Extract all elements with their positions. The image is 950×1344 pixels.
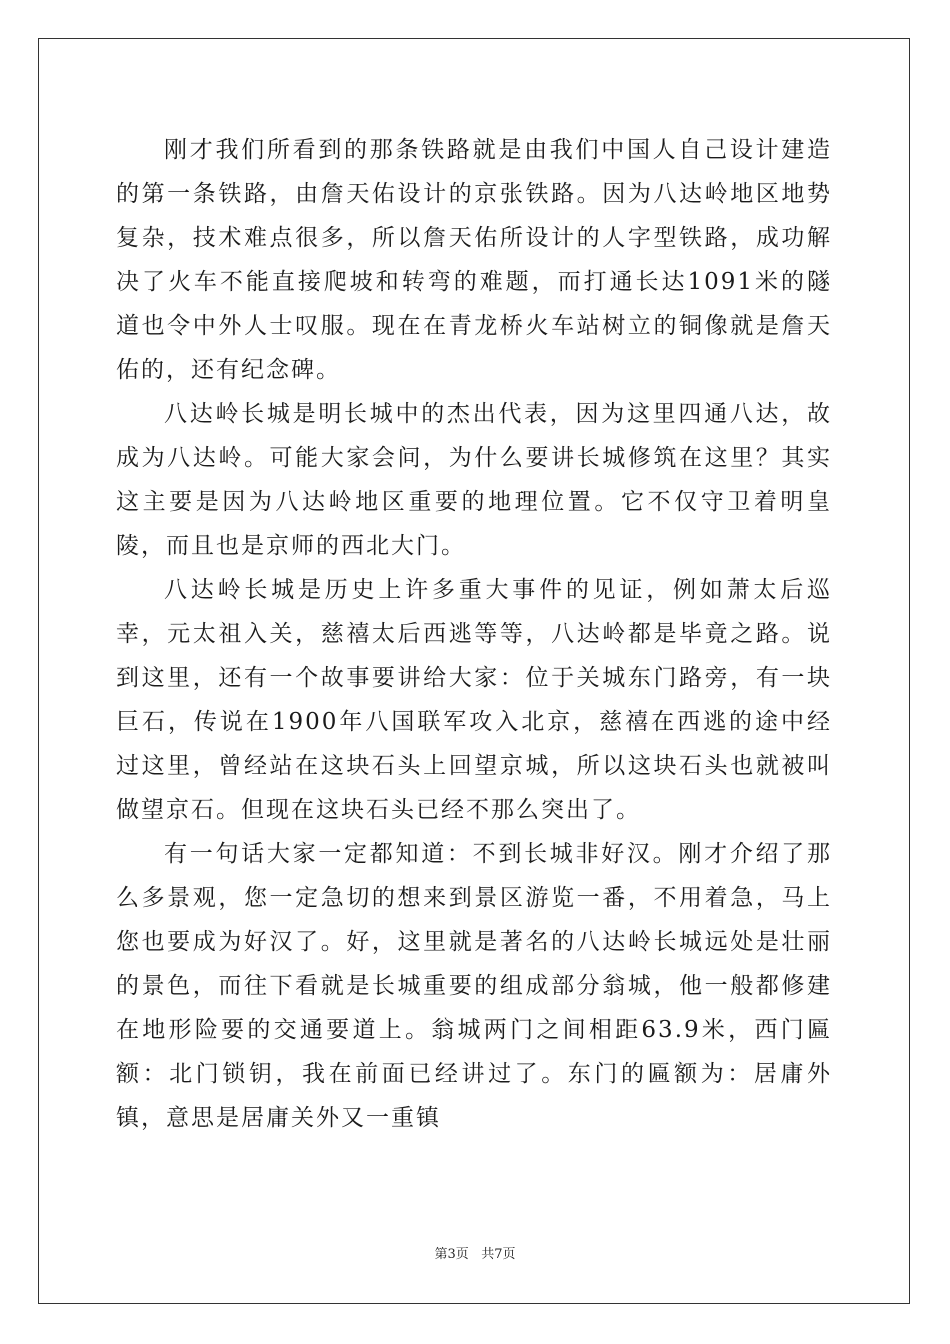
page-number: 第3页 [434,1247,469,1262]
paragraph-wengcheng: 有一句话大家一定都知道：不到长城非好汉。刚才介绍了那么多景观，您一定急切的想来到景区游览一番，不用着急，马上您也要成为好汉了。好，这里就是著名的八达岭长城远处是壮丽的景色，而往下看就是长城重要的组成部分翁城，他一般都修建在地形险要的交通要道上。翁城两门之间相距63.9米，西门匾额：北门锁钥，我在前面已经讲过了。东门的匾额为：居庸外镇，意思是居庸关外又一重镇 [116,841,832,1131]
page-total: 共7页 [481,1247,516,1262]
document-body [116,128,832,1140]
page-footer [0,1246,950,1264]
paragraph-railway: 刚才我们所看到的那条铁路就是由我们中国人自己设计建造的第一条铁路，由詹天佑设计的京张铁路。因为八达岭地区地势复杂，技术难点很多，所以詹天佑所设计的人字型铁路，成功解决了火车不能直接爬坡和转弯的难题，而打通长达1091米的隧道也令中外人士叹服。现在在青龙桥火车站树立的铜像就是詹天佑的，还有纪念碑。 [116,137,832,383]
paragraph-history-events: 八达岭长城是历史上许多重大事件的见证，例如萧太后巡幸，元太祖入关，慈禧太后西逃等等，八达岭都是毕竟之路。说到这里，还有一个故事要讲给大家：位于关城东门路旁，有一块巨石，传说在1900年八国联军攻入北京，慈禧在西逃的途中经过这里，曾经站在这块石头上回望京城，所以这块石头也就被叫做望京石。但现在这块石头已经不那么突出了。 [116,577,832,823]
paragraph-badaling-location: 八达岭长城是明长城中的杰出代表，因为这里四通八达，故成为八达岭。可能大家会问，为什么要讲长城修筑在这里？其实这主要是因为八达岭地区重要的地理位置。它不仅守卫着明皇陵，而且也是京师的西北大门。 [116,401,832,559]
